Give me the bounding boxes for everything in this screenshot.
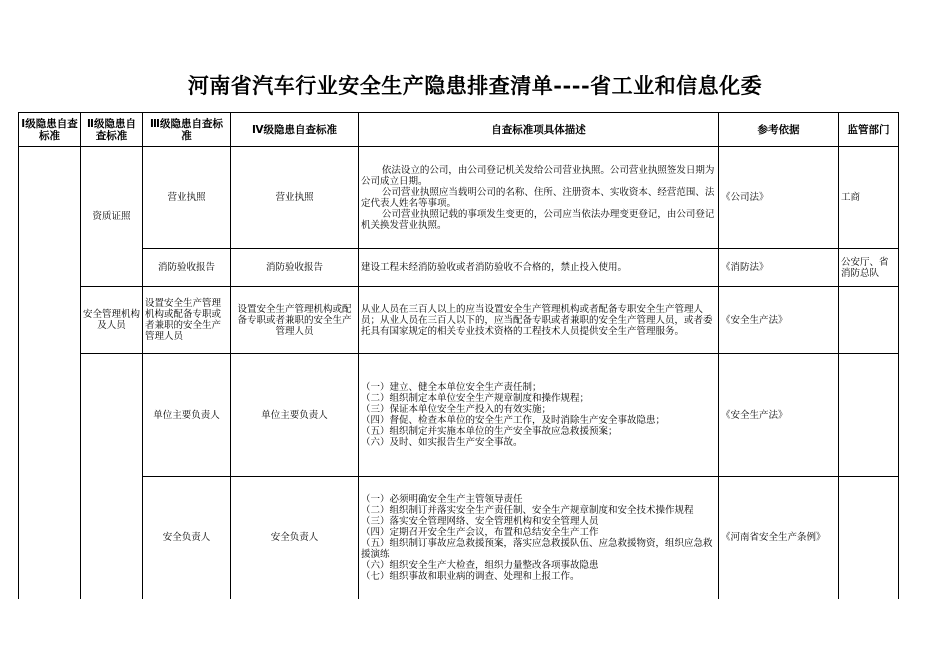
description-line: （三）保证本单位安全生产投入的有效实施；	[361, 404, 552, 415]
level4-cell: 安全负责人	[231, 477, 359, 599]
department-cell	[839, 287, 899, 354]
description-line: （七）组织事故和职业病的调查、处理和上报工作。	[361, 570, 580, 582]
level3-cell: 安全负责人	[143, 477, 231, 599]
description-line: （六）组织安全生产大检查，组织力量整改各项事故隐患	[361, 559, 599, 571]
reference-cell: 《消防法》	[719, 249, 839, 287]
header-description: 自查标准项具体描述	[359, 113, 719, 147]
description-line: 公司营业执照应当载明公司的名称、住所、注册资本、实收资本、经营范围、法定代表人姓名等事项。	[361, 186, 715, 209]
department-cell	[839, 477, 899, 599]
reference-cell: 《安全生产法》	[719, 354, 839, 477]
level2-cell: 资质证照	[81, 147, 143, 287]
department-cell: 工商	[839, 147, 899, 249]
header-level2: Ⅱ级隐患自查标准	[81, 113, 143, 147]
description-cell	[359, 147, 719, 249]
level4-cell: 设置安全生产管理机构或配备专职或者兼职的安全生产管理人员	[231, 287, 359, 354]
department-cell: 公安厅、省消防总队	[839, 249, 899, 287]
description-line: （六）及时、如实报告生产安全事故。	[361, 437, 523, 448]
header-level3: Ⅲ级隐患自查标准	[143, 113, 231, 147]
description-line: （四）督促、检查本单位的安全生产工作，及时消除生产安全事故隐患；	[361, 415, 666, 426]
level3-cell: 设置安全生产管理机构或配备专职或者兼职的安全生产管理人员	[143, 287, 231, 354]
reference-cell: 《安全生产法》	[719, 287, 839, 354]
description-line: 依法设立的公司，由公司登记机关发给公司营业执照。公司营业执照签发日期为公司成立日期。	[361, 164, 715, 187]
description-line: （三）落实安全管理网络、安全管理机构和安全管理人员	[361, 515, 599, 527]
description-cell	[359, 287, 719, 354]
hazard-checklist-table	[18, 112, 899, 599]
description-cell	[359, 354, 719, 477]
description-line: （五）组织制定并实施本单位的生产安全事故应急救援预案；	[361, 426, 618, 437]
reference-cell: 《公司法》	[719, 147, 839, 249]
description-line: 公司营业执照记载的事项发生变更的，公司应当依法办理变更登记，由公司登记机关换发营业执照。	[361, 208, 715, 231]
level3-cell: 单位主要负责人	[143, 354, 231, 477]
description-cell	[359, 477, 719, 599]
table-header-row	[19, 113, 899, 147]
description-line: （二）组织制订并落实安全生产责任制、安全生产规章制度和安全技术操作规程	[361, 504, 694, 516]
table-row	[19, 287, 899, 354]
header-reference: 参考依据	[719, 113, 839, 147]
description-line: （二）组织制定本单位安全生产规章制度和操作规程；	[361, 393, 590, 404]
level4-cell: 消防验收报告	[231, 249, 359, 287]
level1-cell	[19, 147, 81, 599]
description-line: （一）建立、健全本单位安全生产责任制；	[361, 382, 542, 393]
level2-cell: 安全管理机构及人员	[81, 287, 143, 354]
table-row	[19, 147, 899, 249]
reference-cell: 《河南省安全生产条例》	[719, 477, 839, 599]
description-line: 从业人员在三百人以上的应当设置安全生产管理机构或者配备专职安全生产管理人员；从业人员在三百人以下的，应当配备专职或者兼职的安全生产管理人员，或者委托具有国家规定的相关专业技术资格的工程技术人员提供安全生产管理服务。	[361, 303, 713, 337]
description-cell	[359, 249, 719, 287]
level3-cell: 营业执照	[143, 147, 231, 249]
description-line: （一）必须明确安全生产主管领导责任	[361, 493, 523, 505]
table-row	[19, 354, 899, 477]
level4-cell: 营业执照	[231, 147, 359, 249]
department-cell	[839, 354, 899, 477]
table-row	[19, 249, 899, 287]
header-level4: Ⅳ级隐患自查标准	[231, 113, 359, 147]
description-line: （四）定期召开安全生产会议，布置和总结安全生产工作	[361, 526, 599, 538]
description-line: （五）组织制订事故应急救援预案，落实应急救援队伍、应急救援物资，组织应急救援演练	[361, 537, 713, 560]
level2-cell	[81, 354, 143, 599]
description-line: 建设工程未经消防验收或者消防验收不合格的，禁止投入使用。	[361, 262, 628, 273]
table-row	[19, 477, 899, 599]
page-title: 河南省汽车行业安全生产隐患排查清单----省工业和信息化委	[187, 73, 763, 98]
level4-cell: 单位主要负责人	[231, 354, 359, 477]
header-department: 监管部门	[839, 113, 899, 147]
header-level1: Ⅰ级隐患自查标准	[19, 113, 81, 147]
level3-cell: 消防验收报告	[143, 249, 231, 287]
